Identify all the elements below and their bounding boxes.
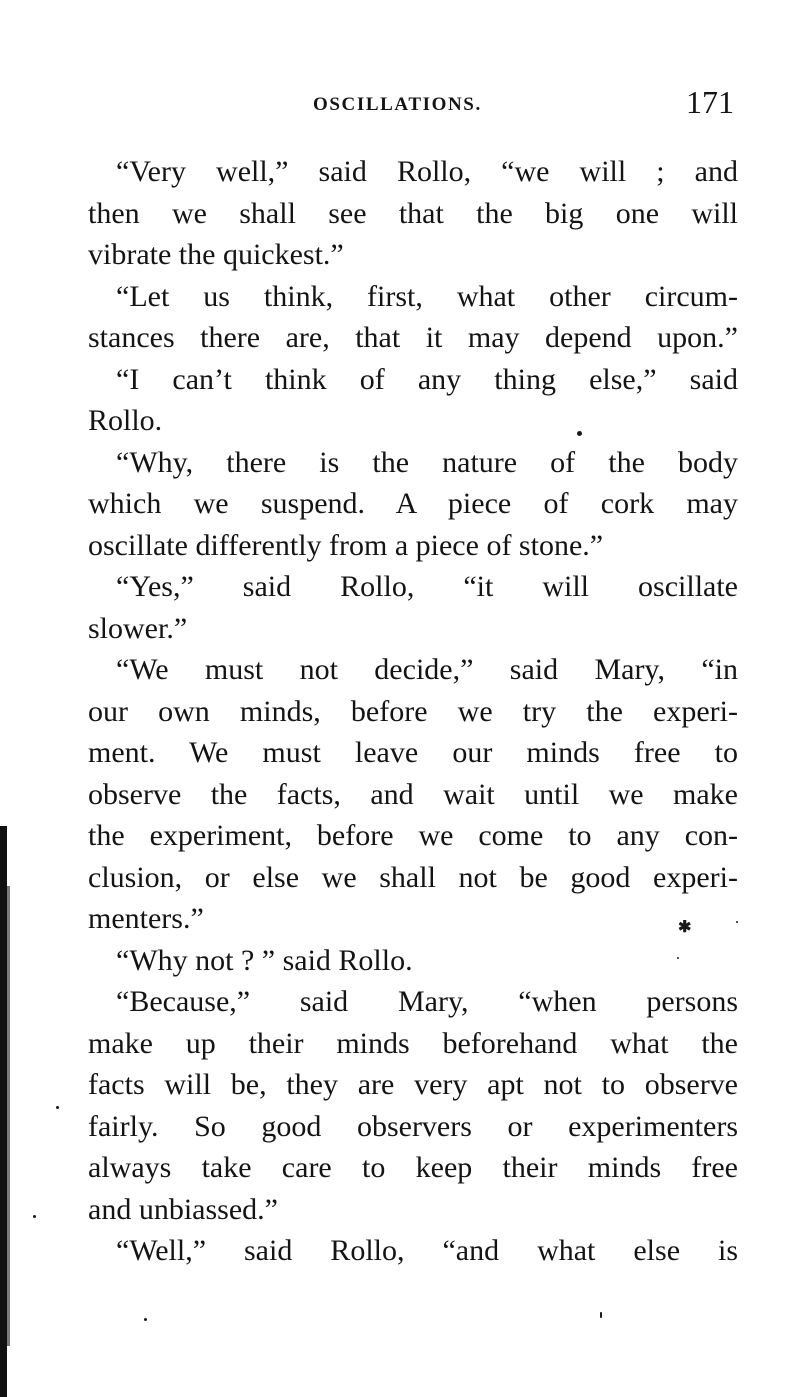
text-line: our own minds, before we try the experi-: [88, 694, 738, 728]
ink-blot: ✱: [678, 919, 692, 936]
text-line: “Why, there is the nature of the body: [116, 445, 738, 479]
text-line: vibrate the quickest.”: [88, 238, 344, 271]
text-line: slower.”: [88, 611, 188, 645]
text-line: then we shall see that the big one will: [88, 196, 738, 230]
text-line: which we suspend. A piece of cork may: [88, 487, 738, 520]
text-line: “We must not decide,” said Mary, “in: [116, 653, 738, 686]
text-line: always take care to keep their minds free: [88, 1151, 738, 1184]
text-line: oscillate differently from a piece of stone.”: [88, 528, 604, 562]
text-line: Rollo.: [88, 404, 163, 437]
text-line: menters.”: [88, 902, 204, 935]
ink-speck: [56, 1106, 59, 1109]
text-line: fairly. So good observers or experimenters: [88, 1109, 738, 1143]
page-number: 171: [686, 84, 734, 120]
ink-speck: [736, 921, 738, 923]
text-line: observe the facts, and wait until we make: [88, 777, 738, 811]
text-line: “Why not ? ” said Rollo.: [116, 943, 413, 977]
text-line: the experiment, before we come to any con-: [88, 819, 738, 852]
ink-speck: [677, 957, 679, 959]
ink-speck: [577, 431, 582, 436]
text-line: make up their minds beforehand what the: [88, 1026, 738, 1060]
running-head: [88, 84, 738, 124]
text-line: “Well,” said Rollo, “and what else is: [116, 1234, 738, 1267]
text-line: “I can’t think of any thing else,” said: [116, 362, 738, 396]
text-line: clusion, or else we shall not be good experi-: [88, 860, 738, 894]
text-line: and unbiassed.”: [88, 1192, 278, 1226]
text-line: stances there are, that it may depend upon.”: [88, 321, 738, 354]
body-text: [88, 151, 738, 1272]
text-line: ment. We must leave our minds free to: [88, 736, 738, 769]
binding-shadow: [0, 826, 7, 1397]
ink-speck: [33, 1215, 36, 1218]
text-line: “Let us think, first, what other circum-: [116, 279, 738, 313]
text-line: facts will be, they are very apt not to observe: [88, 1068, 738, 1101]
text-line: “Yes,” said Rollo, “it will oscillate: [116, 570, 738, 603]
ink-speck: [600, 1312, 602, 1318]
text-line: “Very well,” said Rollo, “we will ; and: [116, 155, 738, 188]
ink-speck: [144, 1318, 147, 1321]
text-line: “Because,” said Mary, “when persons: [116, 985, 738, 1018]
running-title: OSCILLATIONS.: [313, 94, 482, 115]
